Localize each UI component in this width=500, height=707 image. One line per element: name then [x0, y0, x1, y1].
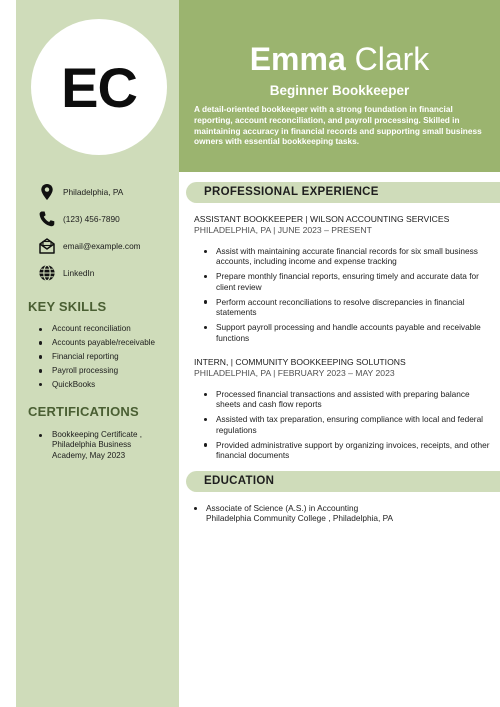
skills-list — [38, 324, 170, 393]
skill-item: Account reconciliation — [38, 324, 170, 334]
education-list — [194, 503, 494, 528]
job-bullet: Provided administrative support by organizing invoices, receipts, and other financial documents — [204, 440, 494, 461]
contact-phone — [38, 210, 178, 228]
experience-section-header — [186, 182, 500, 203]
job-bullet: Assist with maintaining accurate financial records for six small business accounts, including income and expense tracking — [204, 246, 494, 267]
skill-item: QuickBooks — [38, 380, 170, 390]
job-title: Beginner Bookkeeper — [269, 83, 410, 98]
certifications-list — [38, 430, 156, 464]
skill-item: Financial reporting — [38, 352, 170, 362]
job-header-1 — [194, 214, 494, 236]
profile-summary: A detail-oriented bookkeeper with a strong foundation in financial reporting, account reconciliation, and payroll processing. Skilled in maintaining accuracy in financial records and supporting small business owners with essential bookkeeping tasks. — [194, 104, 482, 147]
map-pin-icon — [38, 183, 56, 201]
education-item — [194, 503, 494, 524]
phone-text: (123) 456-7890 — [63, 214, 120, 224]
envelope-icon — [38, 237, 56, 255]
education-heading: EDUCATION — [204, 475, 275, 487]
candidate-name — [179, 40, 500, 78]
skill-item: Payroll processing — [38, 366, 170, 376]
avatar-initials: EC — [61, 55, 137, 119]
job-bullets-1 — [204, 246, 494, 348]
contact-email[interactable] — [38, 237, 178, 255]
experience-heading: PROFESSIONAL EXPERIENCE — [204, 186, 379, 198]
job-bullet: Processed financial transactions and assisted with preparing balance sheets and cash flow reports — [204, 389, 494, 410]
degree: Associate of Science (A.S.) in Accounting — [206, 503, 359, 513]
certification-item: Bookkeeping Certificate , Philadelphia Business Academy, May 2023 — [38, 430, 156, 461]
skills-heading: KEY SKILLS — [28, 299, 107, 314]
school: Philadelphia Community College , Philadelphia, PA — [206, 513, 394, 524]
last-name: Clark — [354, 41, 430, 77]
contact-list — [38, 183, 178, 291]
globe-icon — [38, 264, 56, 282]
education-section-header — [186, 471, 500, 492]
contact-linkedin[interactable] — [38, 264, 178, 282]
job-bullet: Prepare monthly financial reports, ensuring timely and accurate data for client review — [204, 271, 494, 292]
job-role: INTERN, | COMMUNITY BOOKKEEPING SOLUTIONS — [194, 357, 406, 367]
job-role: ASSISTANT BOOKKEEPER | WILSON ACCOUNTING SERVICES — [194, 214, 450, 224]
avatar — [31, 19, 167, 155]
job-header-2 — [194, 357, 494, 379]
linkedin-text[interactable]: LinkedIn — [63, 268, 95, 278]
skill-item: Accounts payable/receivable — [38, 338, 170, 348]
location-text: Philadelphia, PA — [63, 187, 124, 197]
job-bullet: Support payroll processing and handle accounts payable and receivable functions — [204, 322, 494, 343]
contact-location — [38, 183, 178, 201]
first-name: Emma — [249, 41, 346, 77]
phone-icon — [38, 210, 56, 228]
email-text[interactable]: email@example.com — [63, 241, 141, 251]
job-bullets-2 — [204, 389, 494, 465]
job-meta: PHILADELPHIA, PA | FEBRUARY 2023 – MAY 2023 — [194, 368, 395, 378]
job-bullet: Perform account reconciliations to resolve discrepancies in financial statements — [204, 297, 494, 318]
job-bullet: Assisted with tax preparation, ensuring compliance with local and federal regulations — [204, 414, 494, 435]
job-meta: PHILADELPHIA, PA | JUNE 2023 – PRESENT — [194, 225, 372, 235]
certifications-heading: CERTIFICATIONS — [28, 404, 139, 419]
